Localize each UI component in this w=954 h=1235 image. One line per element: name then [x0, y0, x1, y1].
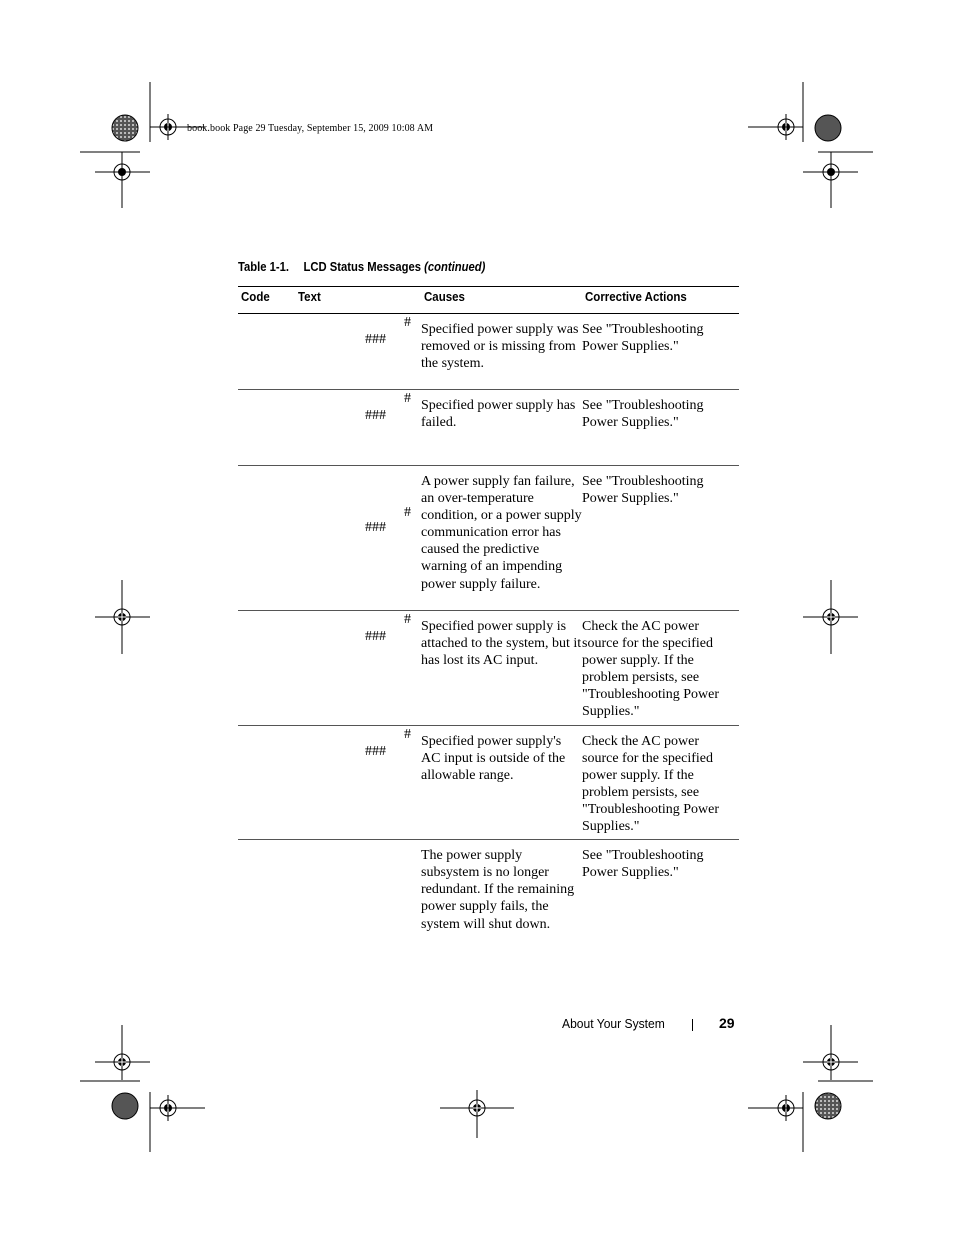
- table-row: [238, 314, 739, 390]
- text-hash: #: [404, 391, 411, 406]
- text-token: ###: [365, 520, 386, 535]
- cell-text: [295, 466, 421, 611]
- cell-cause: Specified power supply's AC input is outside of the allowable range.: [421, 725, 582, 840]
- registration-mark: [109, 604, 135, 630]
- cell-code: [238, 314, 295, 390]
- cell-cause: Specified power supply has failed.: [421, 390, 582, 466]
- footer-divider: [692, 1019, 693, 1031]
- table-header-row: [238, 287, 739, 314]
- lcd-status-table: [238, 286, 739, 950]
- table-row: [238, 840, 739, 950]
- cell-code: [238, 466, 295, 611]
- cell-cause: Specified power supply was removed or is missing from the system.: [421, 314, 582, 390]
- cell-code: [238, 611, 295, 726]
- cell-action: See "Troubleshooting Power Supplies.": [582, 314, 739, 390]
- cell-text: [295, 390, 421, 466]
- table-row: [238, 611, 739, 726]
- registration-mark: [464, 1095, 490, 1121]
- cell-action: Check the AC power source for the specified power supply. If the problem persists, see "Troubleshooting Power Supplies.": [582, 611, 739, 726]
- cell-cause: The power supply subsystem is no longer redundant. If the remaining power supply fails, the system will shut down.: [421, 848, 575, 932]
- text-token: ###: [365, 743, 386, 759]
- registration-mark: [109, 1049, 135, 1075]
- text-hash: #: [404, 505, 411, 520]
- text-token: ###: [365, 408, 386, 423]
- cell-action: See "Troubleshooting Power Supplies.": [582, 390, 739, 466]
- cell-text: [295, 840, 421, 950]
- table-row: [238, 466, 739, 611]
- table-row: [238, 390, 739, 466]
- caption-continued: (continued): [424, 260, 486, 274]
- registration-mark: [818, 1049, 844, 1075]
- cell-text: [295, 611, 421, 726]
- cell-action: See "Troubleshooting Power Supplies.": [582, 466, 739, 611]
- cell-code: [238, 840, 295, 950]
- table-row: [238, 725, 739, 840]
- cell-cause: A power supply fan failure, an over-temperature condition, or a power supply communication error has caused the predictive warning of an impending power supply failure.: [421, 466, 582, 611]
- text-hash: #: [404, 726, 411, 742]
- caption-label: Table 1-1.: [238, 260, 290, 274]
- caption-title: LCD Status Messages: [303, 260, 422, 274]
- starburst-mark: [815, 115, 841, 141]
- column-header-causes: Causes: [421, 287, 582, 314]
- text-hash: #: [404, 612, 411, 627]
- cell-action: Check the AC power source for the specified power supply. If the problem persists, see "Troubleshooting Power Supplies.": [582, 725, 739, 840]
- registration-mark: [818, 604, 844, 630]
- starburst-mark: [112, 1093, 138, 1119]
- cell-cause: Specified power supply is attached to the system, but it has lost its AC input.: [421, 611, 582, 726]
- column-header-text: Text: [295, 287, 421, 314]
- print-header: book.book Page 29 Tuesday, September 15, 2009 10:08 AM: [187, 123, 434, 134]
- footer-section-title: About Your System: [562, 1016, 665, 1031]
- column-header-code: Code: [238, 287, 295, 314]
- cell-code: [238, 390, 295, 466]
- text-token: ###: [365, 629, 386, 644]
- starburst-mark: [815, 1093, 841, 1119]
- cell-code: [238, 725, 295, 840]
- cell-action: See "Troubleshooting Power Supplies.": [582, 848, 704, 881]
- text-hash: #: [404, 315, 411, 330]
- cell-text: [295, 725, 421, 840]
- text-token: ###: [365, 332, 386, 347]
- page-number: 29: [719, 1015, 735, 1031]
- starburst-mark: [112, 115, 138, 141]
- cell-text: [295, 314, 421, 390]
- column-header-actions: Corrective Actions: [582, 287, 739, 314]
- table-caption: [238, 260, 485, 274]
